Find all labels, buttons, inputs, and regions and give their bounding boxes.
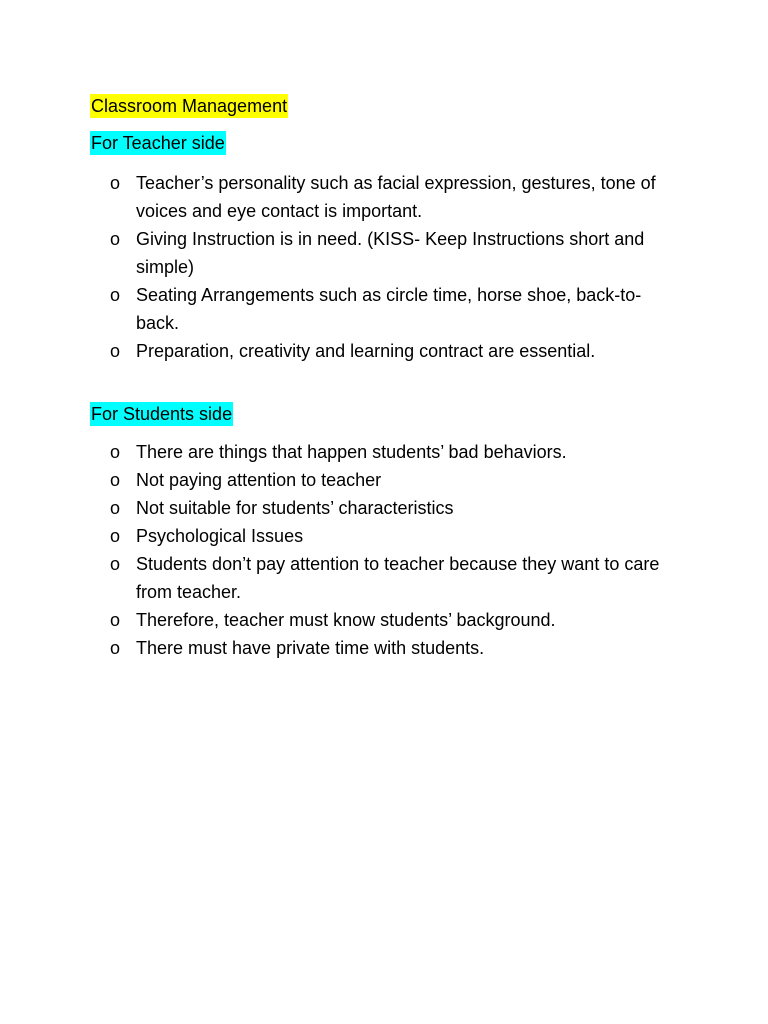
list-item-text: There are things that happen students’ bad behaviors. (136, 442, 567, 462)
bullet-icon: o (110, 341, 121, 361)
bullet-icon: o (110, 229, 121, 249)
list-item-text: Not suitable for students’ characteristics (136, 498, 454, 518)
list-item-text: Seating Arrangements such as circle time, horse shoe, back-to-back. (136, 285, 642, 333)
list-item (110, 337, 670, 365)
bullet-icon: o (110, 526, 121, 546)
bullet-icon: o (110, 285, 121, 305)
bullet-icon: o (110, 173, 121, 193)
document-title: Classroom Management (91, 96, 288, 116)
list-item-text: There must have private time with students. (136, 638, 485, 658)
bullet-icon: o (110, 638, 121, 658)
list-item-text: Preparation, creativity and learning contract are essential. (136, 341, 596, 361)
list-item-text: Psychological Issues (136, 526, 304, 546)
list-item (110, 466, 670, 494)
teacher-bullet-list (110, 169, 670, 365)
list-item (110, 438, 670, 466)
list-item (110, 225, 670, 281)
list-item-text: Giving Instruction is in need. (KISS- Keep Instructions short and simple) (136, 229, 645, 277)
list-item (110, 634, 670, 662)
list-item (110, 522, 670, 550)
list-item (110, 550, 670, 606)
teacher-section-heading: For Teacher side (91, 133, 225, 153)
students-section-heading: For Students side (91, 404, 233, 424)
list-item-text: Teacher’s personality such as facial expression, gestures, tone of voices and eye contact is important. (136, 173, 656, 221)
list-item-text: Students don’t pay attention to teacher because they want to care from teacher. (136, 554, 660, 602)
bullet-icon: o (110, 442, 121, 462)
list-item (110, 606, 670, 634)
list-item (110, 281, 670, 337)
list-item-text: Not paying attention to teacher (136, 470, 382, 490)
list-item (110, 494, 670, 522)
bullet-icon: o (110, 610, 121, 630)
students-bullet-list (110, 438, 670, 662)
bullet-icon: o (110, 470, 121, 490)
list-item-text: Therefore, teacher must know students’ background. (136, 610, 556, 630)
bullet-icon: o (110, 498, 121, 518)
list-item (110, 169, 670, 225)
bullet-icon: o (110, 554, 121, 574)
